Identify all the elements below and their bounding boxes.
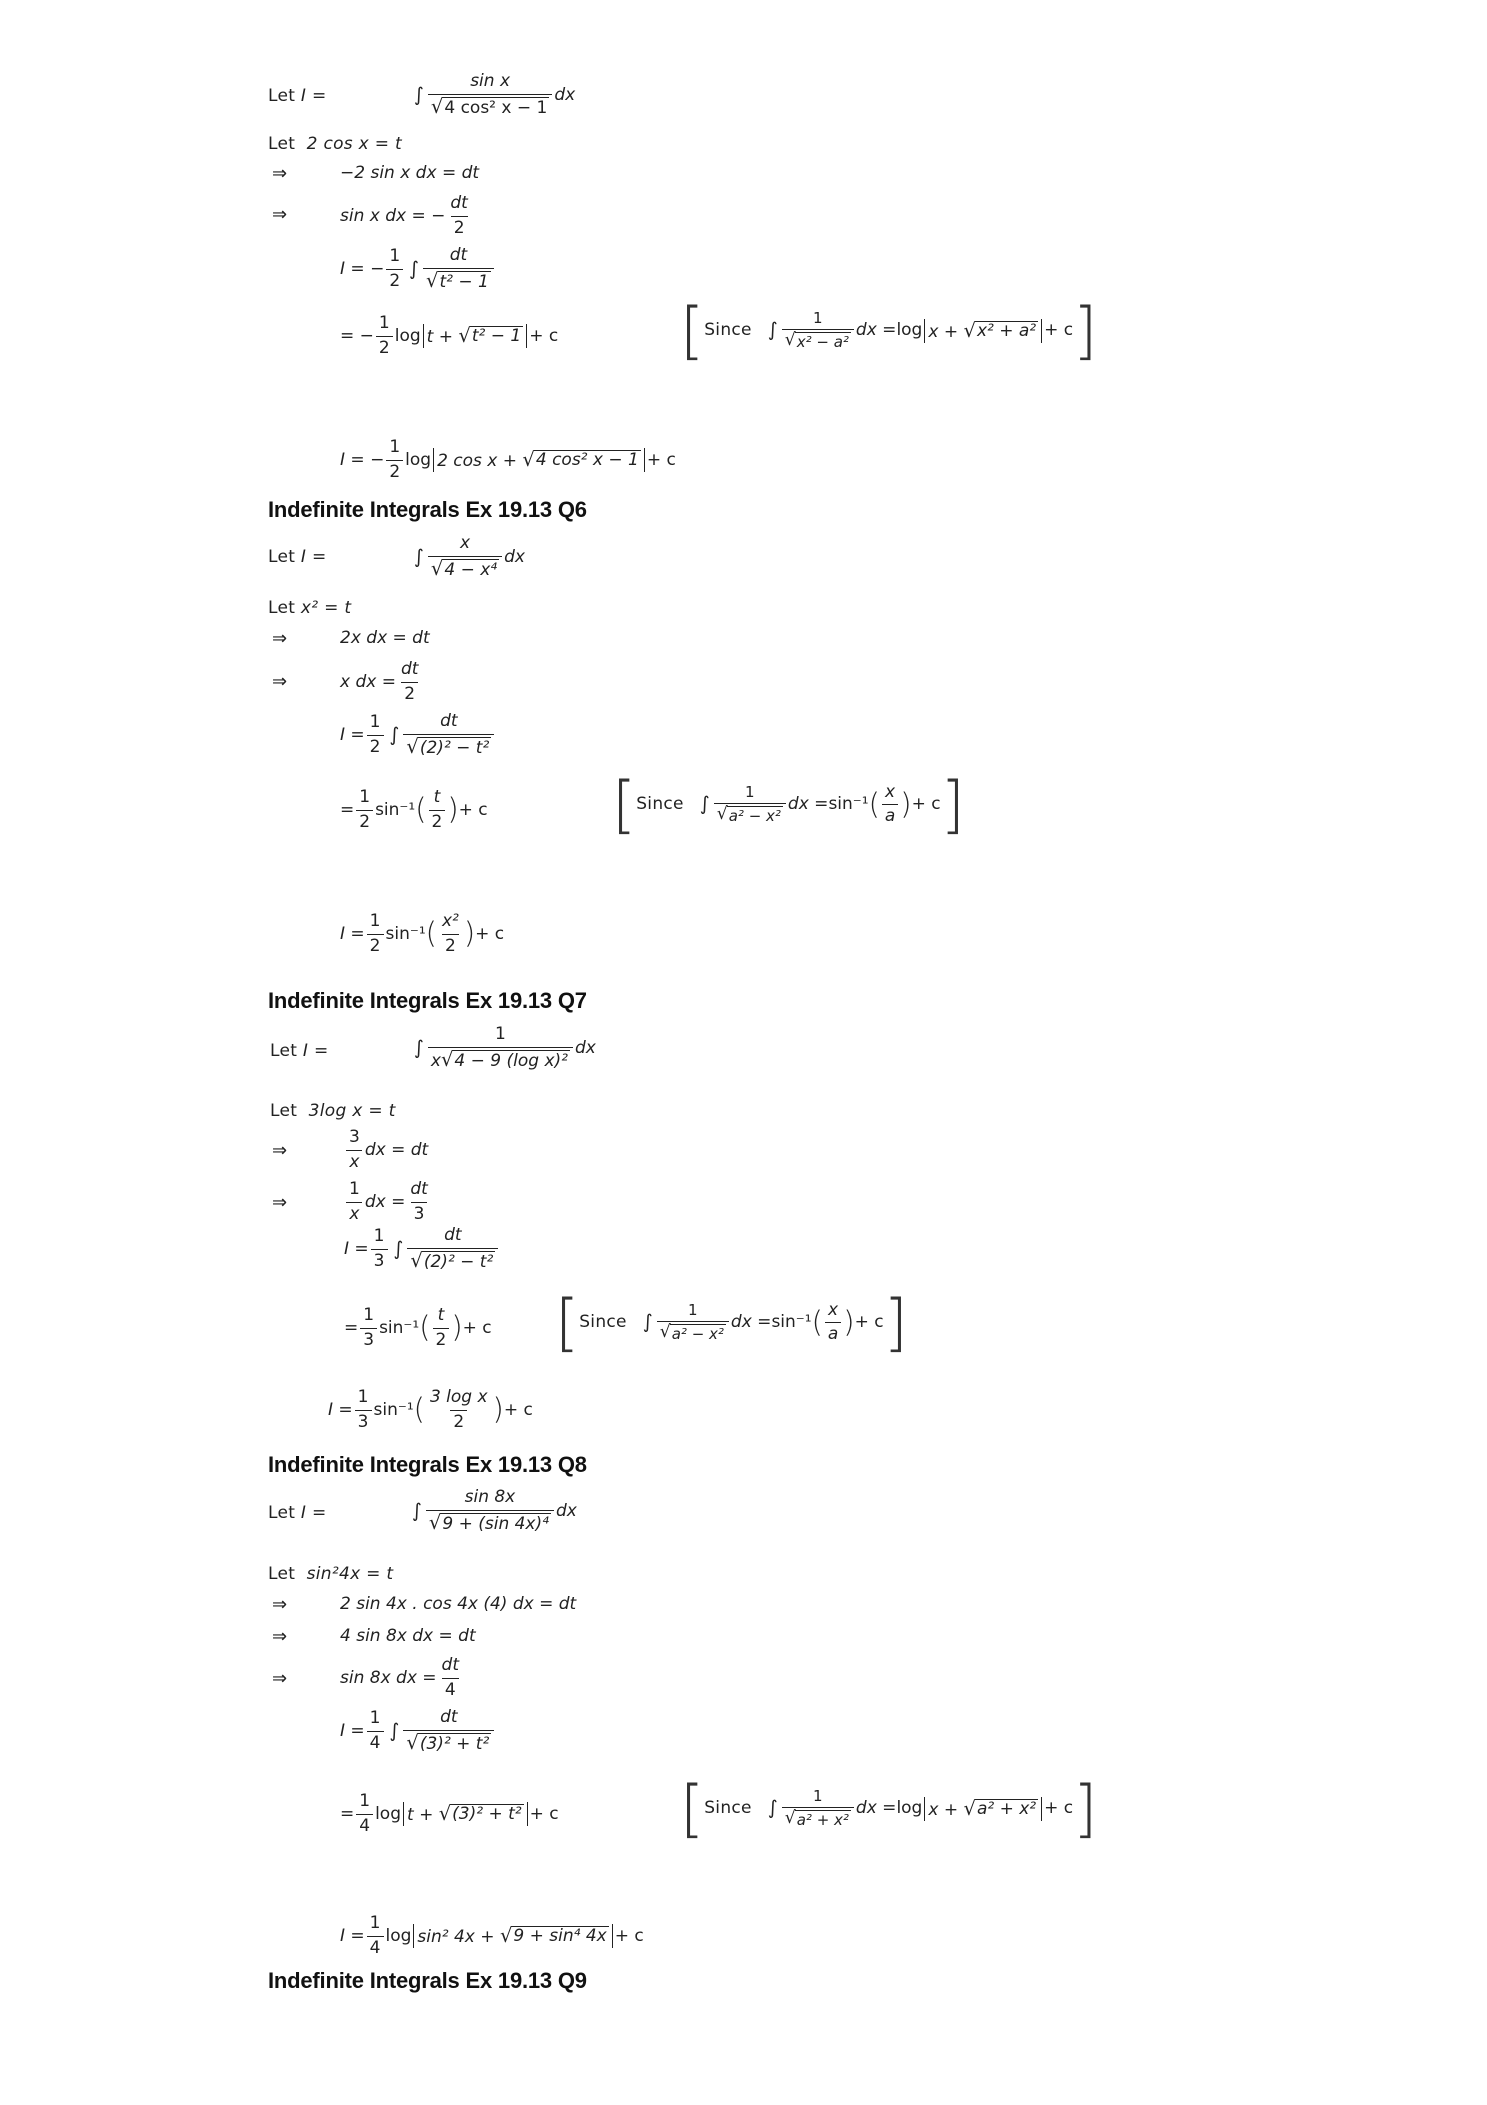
heading-q6: Indefinite Integrals Ex 19.13 Q6 (268, 497, 587, 522)
q5-since-formula: [ Since ∫ 1 √ x² − a² dx = log x + √ x² + a² + c ] (680, 294, 1098, 367)
q6-step1: 2x dx = dt (340, 628, 430, 648)
implies-icon: ⇒ (272, 1192, 288, 1213)
q7-final-answer: I = 1 3 sin⁻¹ ( 3 log x 2 ) + c (328, 1387, 533, 1432)
q6-final-answer: I = 1 2 sin⁻¹ ( x² 2 ) + c (340, 911, 505, 956)
q5-I-integral: I = − 1 2 ∫ dt √ t² − 1 (340, 246, 496, 292)
implies-icon: ⇒ (272, 163, 288, 184)
q6-integral-expression: ∫ x √ 4 − x⁴ dx (414, 533, 525, 580)
q7-let-I-label: Let I = (270, 1041, 329, 1061)
implies-icon: ⇒ (272, 1140, 288, 1161)
q6-substitution: Let x² = t (268, 598, 352, 618)
q7-integral-expression: ∫ 1 x √ 4 − 9 (log x)² dx (414, 1024, 596, 1071)
q5-substitution: Let 2 cos x = t (268, 134, 402, 154)
q7-I-integral: I = 1 3 ∫ dt √ (2)² − t² (344, 1226, 500, 1272)
q7-result: = 1 3 sin⁻¹ ( t 2 ) + c (344, 1305, 492, 1350)
q6-I-integral: I = 1 2 ∫ dt √ (2)² − t² (340, 712, 496, 758)
q6-step2: x dx = $\frac{dt}{2}$ (340, 659, 419, 704)
heading-q7: Indefinite Integrals Ex 19.13 Q7 (268, 988, 587, 1013)
q8-step2: 4 sin 8x dx = dt (340, 1626, 476, 1646)
implies-icon: ⇒ (272, 1668, 288, 1689)
implies-icon: ⇒ (272, 1626, 288, 1647)
q5-final-answer: I = − 1 2 log 2 cos x + √ 4 cos² x − 1 + c (340, 437, 676, 482)
q5-step2: sin x dx = − $\frac{dt}{2}$ (340, 193, 468, 238)
q8-let-I-label: Let I = (268, 1503, 327, 1523)
q6-result: = 1 2 sin⁻¹ ( t 2 ) + c (340, 787, 488, 832)
q8-step3: sin 8x dx = $\frac{dt}{4}$ (340, 1655, 460, 1700)
implies-icon: ⇒ (272, 204, 288, 225)
q7-step2: 1 x dx = $\frac{dt}{3}$ (344, 1180, 433, 1224)
implies-icon: ⇒ (272, 1594, 288, 1615)
q8-since-formula: [ Since ∫ 1 √ a² + x² dx = log x + √ a² + x² + c ] (680, 1772, 1098, 1845)
q7-since-formula: [ Since ∫ 1 √ a² − x² dx = sin⁻¹ ( x a ) + c ] (555, 1286, 908, 1359)
implies-icon: ⇒ (272, 671, 288, 692)
implies-icon: ⇒ (272, 628, 288, 649)
q8-integral-expression: ∫ sin 8x √ 9 + (sin 4x)⁴ dx (412, 1487, 577, 1534)
q8-final-answer: I = 1 4 log sin² 4x + √ 9 + sin⁴ 4x + c (340, 1913, 644, 1958)
q8-step1: 2 sin 4x . cos 4x (4) dx = dt (340, 1594, 577, 1614)
q8-substitution: Let sin²4x = t (268, 1564, 394, 1584)
q6-since-formula: [ Since ∫ 1 √ a² − x² dx = sin⁻¹ ( x a ) + c ] (612, 768, 965, 841)
q5-let-I-label: Let I = (268, 86, 327, 106)
q5-result: = − 1 2 log t + √ t² − 1 + c (340, 313, 559, 358)
q8-I-integral: I = 1 4 ∫ dt √ (3)² + t² (340, 1708, 496, 1754)
heading-q8: Indefinite Integrals Ex 19.13 Q8 (268, 1452, 587, 1477)
q7-step1: 3 x dx = dt (344, 1128, 428, 1172)
q5-step1: −2 sin x dx = dt (340, 163, 480, 183)
q5-integral-expression: ∫ sin x √ 4 cos² x − 1 dx (414, 71, 576, 118)
heading-q9: Indefinite Integrals Ex 19.13 Q9 (268, 1968, 587, 1993)
q8-result: = 1 4 log t + √ (3)² + t² + c (340, 1791, 559, 1836)
q6-let-I-label: Let I = (268, 547, 327, 567)
q7-substitution: Let 3log x = t (270, 1101, 396, 1121)
